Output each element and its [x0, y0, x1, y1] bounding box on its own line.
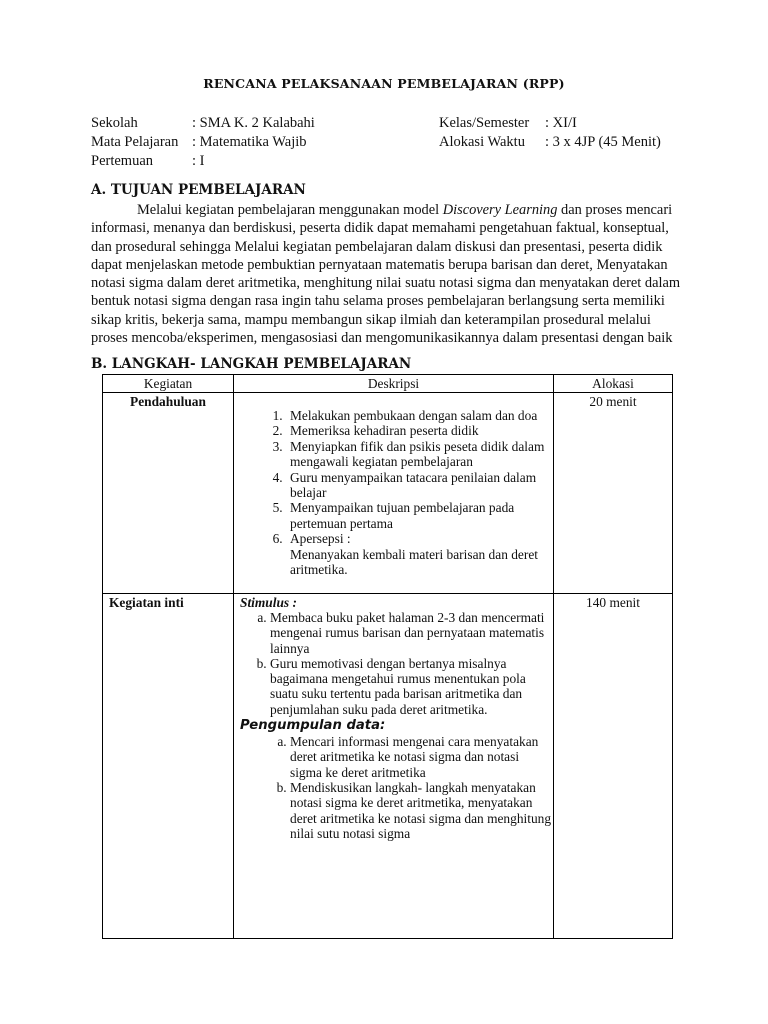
- inti-label: Kegiatan inti: [109, 595, 184, 610]
- header-alokasi: Alokasi: [554, 375, 673, 393]
- identity-right: [439, 114, 661, 152]
- table-row-pendahuluan: [103, 393, 673, 594]
- list-item-text: Menyiapkan fifik dan psikis peseta didik dalam mengawali kegiatan pembelajaran: [290, 438, 545, 470]
- tujuan-text-start: Melalui kegiatan pembelajaran menggunakan model: [137, 202, 443, 218]
- pertemuan-value: : I: [192, 153, 205, 169]
- list-item: b. Guru memotivasi dengan bertanya misalnya bagaimana mengetahui rumus menentukan pola suatu suku tertentu pada barisan aritmetika dan penjumlahan suku pada deret aritmetika.: [270, 656, 553, 717]
- sekolah-value: : SMA K. 2 Kalabahi: [192, 115, 315, 131]
- identity-left: [91, 114, 315, 171]
- list-item: [286, 408, 553, 423]
- list-item: a. Mencari informasi mengenai cara menyatakan deret aritmetika ke notasi sigma dan notasi sigma ke deret aritmetika: [290, 734, 553, 780]
- list-item: [286, 439, 553, 470]
- mapel-value: : Matematika Wajib: [192, 134, 307, 150]
- steps-table: [102, 374, 673, 939]
- kelas-label: Kelas/Semester: [439, 115, 530, 131]
- stimulus-heading: Stimulus :: [240, 595, 297, 610]
- list-item-text: Apersepsi :: [290, 531, 351, 547]
- pengumpulan-heading: Pengumpulan data:: [240, 718, 386, 734]
- mapel-label: Mata Pelajaran: [91, 134, 179, 150]
- list-item-text: Melakukan pembukaan dengan salam dan doa: [290, 408, 538, 423]
- header-kegiatan: Kegiatan: [103, 375, 234, 393]
- list-item: a. Membaca buku paket halaman 2-3 dan mencermati mengenai rumus barisan dan pernyataan matematis lainnya: [270, 610, 553, 656]
- list-item: [286, 470, 553, 501]
- list-item: [286, 423, 553, 438]
- list-item: [286, 500, 553, 531]
- pendahuluan-label: Pendahuluan: [130, 394, 206, 409]
- tujuan-model-name: Discovery Learning: [442, 202, 558, 218]
- pendahuluan-alokasi: 20 menit: [589, 394, 637, 409]
- pengumpulan-list: [234, 734, 553, 841]
- list-item-text: Memeriksa kehadiran peserta didik: [290, 423, 479, 439]
- pendahuluan-list: [234, 408, 553, 577]
- table-header-row: [103, 375, 673, 393]
- list-item-text: Guru menyampaikan tatacara penilaian dalam belajar: [290, 469, 537, 501]
- pertemuan-label: Pertemuan: [91, 153, 154, 169]
- table-row-inti: [103, 594, 673, 939]
- header-deskripsi: Deskripsi: [234, 375, 554, 393]
- list-item: b. Mendiskusikan langkah- langkah menyatakan notasi sigma ke deret aritmetika, menyatakan deret aritmetika ke notasi sigma dan menghitung nilai sutu notasi sigma: [290, 780, 553, 841]
- document-title: RENCANA PELAKSANAAN PEMBELAJARAN (RPP): [203, 76, 565, 91]
- list-item-subtext: Menanyakan kembali materi barisan dan deret aritmetika.: [290, 546, 538, 578]
- list-item-text: Menyampaikan tujuan pembelajaran pada pertemuan pertama: [290, 500, 515, 531]
- list-item: [286, 531, 553, 577]
- section-b-heading: B. LANGKAH- LANGKAH PEMBELAJARAN: [91, 356, 412, 372]
- stimulus-list: [234, 610, 553, 717]
- inti-alokasi: 140 menit: [586, 595, 640, 610]
- section-a-heading: A. TUJUAN PEMBELAJARAN: [91, 182, 306, 198]
- sekolah-label: Sekolah: [91, 115, 138, 131]
- kelas-value: : XI/I: [545, 115, 577, 131]
- alokasi-label: Alokasi Waktu: [439, 134, 525, 150]
- tujuan-paragraph: [91, 201, 687, 347]
- tujuan-text-rest: dan proses mencari informasi, menanya dan berdiskusi, peserta didik dapat memahami pengetahuan faktual, konseptual, dan prosedural sehingga Melalui kegiatan pembelajaran dalam diskusi dan presentasi, peserta didik dapat menjelaskan metode pembuktian pernyataan matematis berupa barisan dan deret, Menyatakan notasi sigma dalam deret aritmetika, menghitung nilai suatu notasi sigma dan menyatakan deret dalam bentuk notasi sigma dengan rasa ingin tahu selama proses pembelajaran berlangsung serta memiliki sikap kritis, bekerja sama, mampu membangun sikap ilmiah dan keterampilan prosedural melalui proses mencoba/eksperimen, mengasosiasi dan mengomunikasikannya dalam presentasi dengan baik: [91, 202, 681, 347]
- alokasi-value: : 3 x 4JP (45 Menit): [545, 134, 661, 150]
